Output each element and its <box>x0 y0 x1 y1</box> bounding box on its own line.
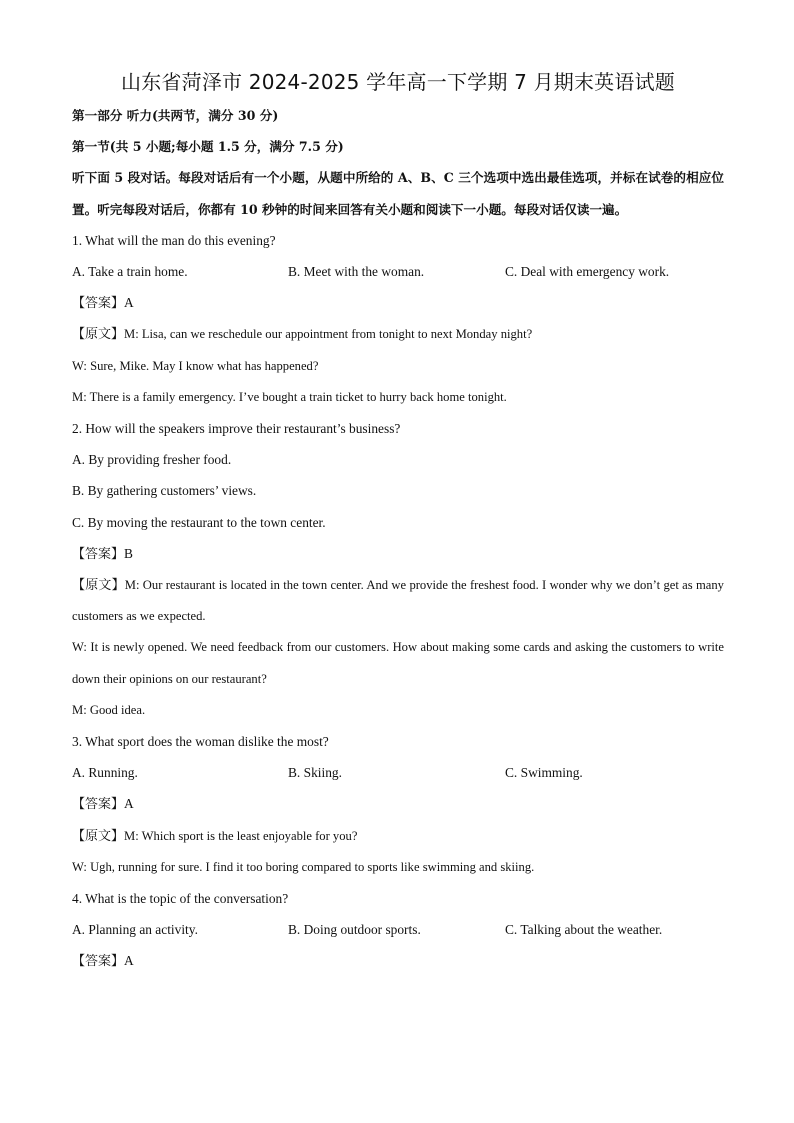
option-b: B. Meet with the woman. <box>288 264 425 280</box>
script-text: M: Lisa, can we reschedule our appointment from tonight to next Monday night? <box>124 327 533 342</box>
answer-value: A <box>124 295 134 311</box>
section-heading: 第一节(共 5 小题;每小题 1.5 分，满分 7.5 分) <box>72 139 344 155</box>
script-3-line-2: W: Ugh, running for sure. I find it too boring compared to sports like swimming and skiing. <box>72 859 535 874</box>
answer-1 <box>72 287 724 319</box>
option-c: C. Deal with emergency work. <box>505 264 670 280</box>
question-3-options <box>72 757 724 788</box>
script-1-line-3: M: There is a family emergency. I’ve bought a train ticket to hurry back home tonight. <box>72 389 507 404</box>
answer-tag: 【答案】 <box>72 296 125 312</box>
answer-4 <box>72 945 724 977</box>
option-c: C. Swimming. <box>505 765 583 781</box>
question-1: 1. What will the man do this evening? <box>72 232 276 248</box>
answer-tag: 【答案】 <box>72 954 125 970</box>
option-a: A. Planning an activity. <box>72 922 198 938</box>
script-1-line-1 <box>72 319 724 350</box>
script-text: M: Which sport is the least enjoyable for you? <box>124 828 358 843</box>
question-3: 3. What sport does the woman dislike the most? <box>72 734 329 750</box>
answer-value: A <box>124 796 134 812</box>
listening-instructions: 听下面 5 段对话。每段对话后有一个小题，从题中所给的 A、B、C 三个选项中选出最佳选项，并标在试卷的相应位置。听完每段对话后，你都有 10 秒钟的时间来回答有关小题和阅读下一小题。每段对话仅读一遍。 <box>72 170 724 217</box>
page-title: 山东省菏泽市 2024-2025 学年高一下学期 7 月期末英语试题 <box>121 70 675 94</box>
option-a: A. By providing fresher food. <box>72 452 232 468</box>
script-3-line-1 <box>72 821 724 852</box>
script-tag: 【原文】 <box>72 578 125 594</box>
option-b: B. By gathering customers’ views. <box>72 483 257 499</box>
answer-3 <box>72 788 724 820</box>
script-tag: 【原文】 <box>72 828 125 844</box>
option-b: B. Skiing. <box>288 765 342 781</box>
answer-value: A <box>124 953 134 969</box>
option-a: A. Take a train home. <box>72 264 188 280</box>
question-1-options <box>72 256 724 287</box>
script-2-line-1 <box>72 570 724 632</box>
option-c: C. By moving the restaurant to the town center. <box>72 514 326 530</box>
option-b: B. Doing outdoor sports. <box>288 922 421 938</box>
exam-page <box>72 66 724 978</box>
answer-value: B <box>124 545 133 561</box>
answer-2 <box>72 538 724 570</box>
option-a: A. Running. <box>72 765 138 781</box>
question-4-options <box>72 914 724 945</box>
question-4: 4. What is the topic of the conversation? <box>72 891 289 907</box>
answer-tag: 【答案】 <box>72 546 125 562</box>
script-tag: 【原文】 <box>72 327 125 343</box>
question-2: 2. How will the speakers improve their restaurant’s business? <box>72 421 401 437</box>
part-heading: 第一部分 听力(共两节，满分 30 分) <box>72 108 279 123</box>
script-1-line-2: W: Sure, Mike. May I know what has happened? <box>72 358 319 373</box>
script-text: M: Our restaurant is located in the town center. And we provide the freshest food. I wonder why we don’t get as many customers as we expected. <box>72 578 724 624</box>
option-c: C. Talking about the weather. <box>505 922 663 938</box>
script-2-line-2: W: It is newly opened. We need feedback from our customers. How about making some cards and asking the customers to write down their opinions on our restaurant? <box>72 640 724 686</box>
answer-tag: 【答案】 <box>72 797 125 813</box>
script-2-line-3: M: Good idea. <box>72 702 146 717</box>
